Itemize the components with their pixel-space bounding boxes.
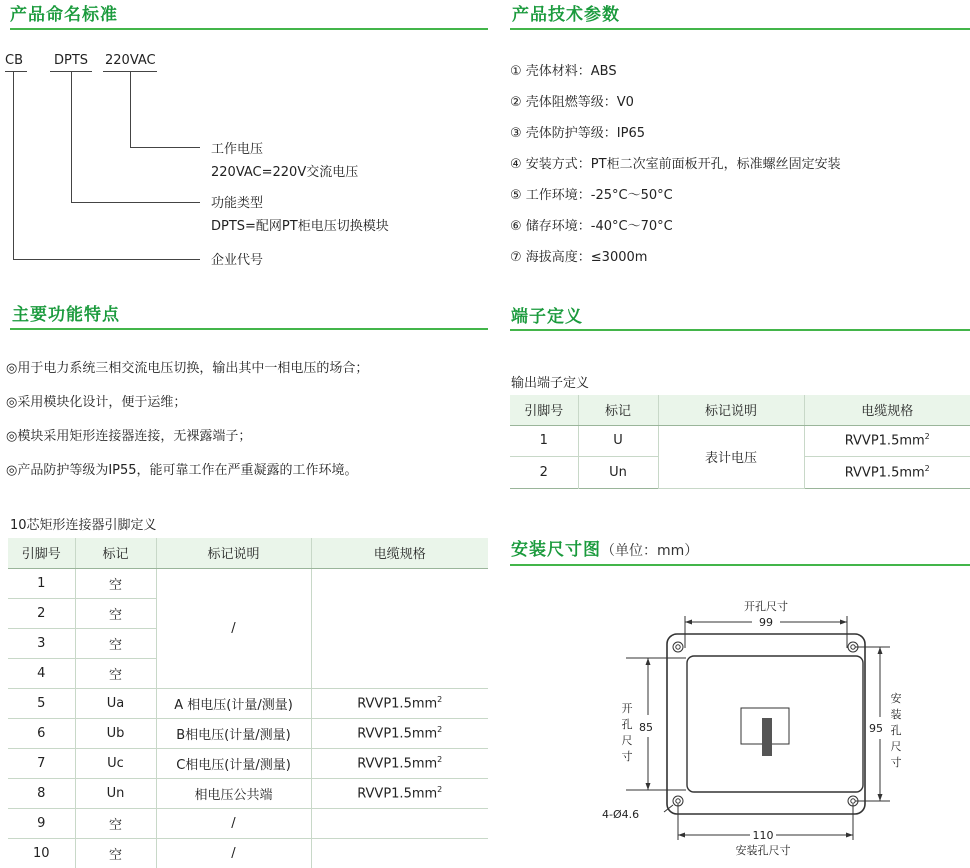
features-divider (10, 328, 488, 330)
terminal-table (510, 395, 970, 489)
spec-item: ① 壳体材料：ABS (510, 64, 617, 79)
pin-cable (311, 688, 488, 718)
type-desc: DPTS=配网PT柜电压切换模块 (211, 219, 389, 234)
superscript: 2 (437, 784, 443, 794)
code-dpts: DPTS (54, 53, 89, 68)
superscript: 2 (924, 432, 930, 442)
pin-desc: 相电压公共端 (156, 778, 311, 808)
type-connector-vertical (71, 71, 72, 202)
pin-mark: 空 (75, 838, 156, 868)
col-header-mark: 标记 (75, 538, 156, 568)
pin-desc-merged: 表计电压 (658, 425, 804, 488)
table-row (8, 718, 488, 748)
bottom-dim-value: 110 (752, 829, 774, 842)
col-header-pin: 引脚号 (510, 395, 578, 425)
screw-hole-icon (851, 645, 855, 649)
pin-number: 9 (8, 808, 75, 838)
col-header-desc: 标记说明 (658, 395, 804, 425)
table-row (8, 838, 488, 868)
hole-leader-line (664, 805, 673, 812)
pin-mark: 空 (75, 658, 156, 688)
arrow-icon (840, 620, 847, 625)
table-row (8, 568, 488, 598)
terminal-title: 端子定义 (511, 307, 583, 327)
pin-mark: 空 (75, 568, 156, 598)
table-row (8, 778, 488, 808)
pin-number: 4 (8, 658, 75, 688)
superscript: 2 (437, 754, 443, 764)
specs-divider (510, 28, 970, 30)
pin-number: 2 (510, 456, 578, 488)
features-title: 主要功能特点 (12, 305, 120, 325)
spec-item: ④ 安装方式：PT柜二次室前面板开孔，标准螺丝固定安装 (510, 157, 841, 172)
left-dim-char: 孔 (621, 718, 633, 731)
pin-number: 3 (8, 628, 75, 658)
pin-cable (804, 425, 970, 456)
company-code: 企业代号 (211, 253, 264, 268)
dimension-divider (510, 564, 970, 566)
col-header-cable: 电缆规格 (804, 395, 970, 425)
pin-cable (311, 808, 488, 838)
pin-mark: Uc (75, 748, 156, 778)
specs-title: 产品技术参数 (512, 5, 620, 25)
spec-item: ⑥ 储存环境：-40°C～70°C (510, 219, 673, 234)
pin-mark: 空 (75, 598, 156, 628)
terminal-divider (510, 329, 970, 331)
dimension-unit: （单位：mm） (601, 543, 699, 559)
feature-item: ◎模块采用矩形连接器连接，无裸露端子； (6, 429, 252, 444)
table-row (8, 748, 488, 778)
pin-number: 8 (8, 778, 75, 808)
arrow-icon (878, 647, 883, 654)
superscript: 2 (437, 724, 443, 734)
table-row (8, 808, 488, 838)
pin-mark: Ub (75, 718, 156, 748)
feature-item: ◎采用模块化设计，便于运维； (6, 395, 187, 410)
pin-cable (311, 748, 488, 778)
pin-number: 7 (8, 748, 75, 778)
col-header-cable: 电缆规格 (311, 538, 488, 568)
cable-spec: RVVP1.5mm (357, 726, 438, 742)
company-connector-vertical (13, 71, 14, 259)
left-dim-char: 开 (621, 702, 633, 715)
hole-spec-label: 4-Ø4.6 (602, 808, 640, 821)
col-header-pin: 引脚号 (8, 538, 75, 568)
connector-key-icon (762, 718, 772, 756)
inner-frame (687, 656, 863, 792)
left-dim-char: 尺 (621, 734, 633, 747)
top-dim-label: 开孔尺寸 (744, 600, 788, 613)
col-header-mark: 标记 (578, 395, 658, 425)
arrow-icon (878, 794, 883, 801)
right-dim-char: 装 (890, 708, 902, 721)
screw-hole-icon (851, 799, 855, 803)
pin-desc: / (156, 808, 311, 838)
pin-mark: Un (75, 778, 156, 808)
spec-item: ② 壳体阻燃等级：V0 (510, 95, 634, 110)
screw-hole-icon (676, 799, 680, 803)
screw-hole-icon (676, 645, 680, 649)
table-row (8, 688, 488, 718)
right-dim-char: 寸 (890, 756, 902, 769)
connector-table-caption: 10芯矩形连接器引脚定义 (10, 518, 157, 533)
pin-desc: B相电压(计量/测量) (156, 718, 311, 748)
table-row (510, 425, 970, 456)
arrow-icon (646, 658, 651, 665)
bottom-dim-label: 安装孔尺寸 (735, 844, 791, 857)
pin-cable (311, 778, 488, 808)
voltage-desc: 220VAC=220V交流电压 (211, 165, 359, 180)
dimension-title-text: 安装尺寸图 (511, 540, 601, 560)
cable-spec: RVVP1.5mm (844, 465, 925, 481)
pin-number: 10 (8, 838, 75, 868)
arrow-icon (646, 783, 651, 790)
feature-item: ◎产品防护等级为IP55，能可靠工作在严重凝露的工作环境。 (6, 463, 358, 478)
naming-title: 产品命名标准 (10, 5, 118, 25)
spec-item: ⑦ 海拔高度：≤3000m (510, 250, 648, 265)
top-dim-value: 99 (759, 616, 773, 629)
company-connector-horizontal (13, 259, 200, 260)
pin-desc-merged: / (156, 568, 311, 688)
dimension-title (511, 535, 698, 560)
pin-mark: 空 (75, 628, 156, 658)
right-dim-char: 孔 (890, 724, 902, 737)
terminal-table-caption: 输出端子定义 (511, 376, 590, 391)
left-dim-char: 寸 (621, 750, 633, 763)
pin-mark: U (578, 425, 658, 456)
type-title: 功能类型 (211, 196, 264, 211)
left-dim-value: 85 (639, 721, 653, 734)
pin-cable (311, 838, 488, 868)
pin-number: 5 (8, 688, 75, 718)
pin-cable (311, 718, 488, 748)
type-connector-horizontal (71, 202, 200, 203)
pin-mark: 空 (75, 808, 156, 838)
right-dim-char: 安 (890, 692, 902, 705)
dimension-drawing (590, 590, 930, 867)
pin-mark: Un (578, 456, 658, 488)
voltage-connector-horizontal (130, 147, 200, 148)
voltage-title: 工作电压 (211, 142, 264, 157)
pin-cable (804, 456, 970, 488)
code-voltage: 220VAC (105, 53, 156, 68)
pin-desc: A 相电压(计量/测量) (156, 688, 311, 718)
superscript: 2 (924, 463, 930, 473)
pin-number: 1 (8, 568, 75, 598)
arrow-icon (685, 620, 692, 625)
superscript: 2 (437, 694, 443, 704)
arrow-icon (846, 833, 853, 838)
right-dim-value: 95 (869, 722, 883, 735)
arrow-icon (678, 833, 685, 838)
code-cb: CB (5, 53, 23, 68)
spec-item: ③ 壳体防护等级：IP65 (510, 126, 646, 141)
connector-table (8, 538, 488, 868)
screw-hole-icon (673, 642, 683, 652)
pin-cable-merged (311, 568, 488, 688)
col-header-desc: 标记说明 (156, 538, 311, 568)
feature-item: ◎用于电力系统三相交流电压切换，输出其中一相电压的场合； (6, 361, 369, 376)
cable-spec: RVVP1.5mm (357, 756, 438, 772)
naming-divider (10, 28, 488, 30)
pin-number: 6 (8, 718, 75, 748)
code-cb-underline (5, 71, 27, 72)
pin-desc: C相电压(计量/测量) (156, 748, 311, 778)
right-dim-char: 尺 (890, 740, 902, 753)
cable-spec: RVVP1.5mm (844, 433, 925, 449)
pin-number: 2 (8, 598, 75, 628)
cable-spec: RVVP1.5mm (357, 786, 438, 802)
voltage-connector-vertical (130, 71, 131, 147)
spec-item: ⑤ 工作环境：-25°C～50°C (510, 188, 673, 203)
pin-mark: Ua (75, 688, 156, 718)
pin-number: 1 (510, 425, 578, 456)
pin-desc: / (156, 838, 311, 868)
cable-spec: RVVP1.5mm (357, 696, 438, 712)
